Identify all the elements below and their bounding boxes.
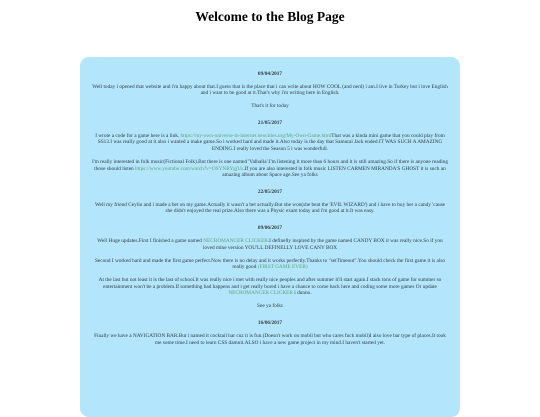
first-game-link[interactable]: (FIRST GAME EVER) xyxy=(257,264,308,271)
post-paragraph xyxy=(92,159,448,179)
post-text: Well Huge updates.First I finished a game named xyxy=(97,237,204,244)
post-text: .I definelly inspired by the game named CANDY BOX it was really nice.So if you loved mine version YOU'LL DEFINELLY LOVE CANY BOX xyxy=(202,237,443,251)
post-paragraph: That's it for today xyxy=(251,103,289,110)
necromancer-clicker-link[interactable]: NECROMANCER CLICKER xyxy=(228,290,293,297)
post-text: I'm really interested in folk music(Fictional Folk).But there is one named 'Valhalla'.I'm listening it more than 6 hours and it is still amazing.So if there is anyone reading those should listen xyxy=(92,159,448,172)
game-link[interactable]: https://my-own-universe-in-internet.neocities.org/My-Own-Game.html xyxy=(180,132,332,139)
youtube-link[interactable]: https://www.youtube.com/watch?v=OSYNRYgjUs xyxy=(135,165,244,172)
post-text: i dunno. xyxy=(292,290,312,297)
post-date: 09/04/2017 xyxy=(257,71,283,77)
post-paragraph: See ya folks xyxy=(257,303,283,310)
blog-panel xyxy=(80,57,460,417)
post-paragraph xyxy=(92,277,448,297)
necromancer-clicker-link[interactable]: NECROMANCER CLICKER xyxy=(203,237,268,244)
post-text: I wrote a code for a game here is a link. xyxy=(95,132,181,139)
post-text: Second I worked hard and made the first game perfect.Now there is no delay and it works perfectly.Thanks to "setTimeout".You should check the first game it is also really good xyxy=(94,257,446,271)
post-text: .If you are also interested in folk music LISTEN CARMEN MIRANDA'S GHOST it is such an amazing album about Space age.See ya folks xyxy=(222,165,446,179)
post-paragraph xyxy=(92,133,448,153)
post-paragraph: Well today i opened that website and i'm happy about that.I guess that is the place that i can write about HOW COOL (and nerd) i am.I live in Turkey but i love English and i want to be good at it.That's why i'm writing here in English. xyxy=(92,83,448,97)
page-title: Welcome to the Blog Page xyxy=(195,9,345,24)
post-date: 21/05/2017 xyxy=(257,120,283,127)
post-paragraph: Finally we have a NAVIGATION BAR.But i named it cocktail bar cuz it is fun.(Doesn't work on mobil but who cares fuck mobil)I also love bar type of places.It took me some time.I need to learn CSS damnit.ALSO i have a new game project in my mind.I haven't started yet. xyxy=(94,333,446,346)
post-text: At the last but not least it is the last of school.It was really nice i met with really nice peoples and after summer it'll start again.I stack tons of game for summer so entertainment won't be a problem.If something bad happens and i get really bored i have a chance to come back here and coding some more games Or update xyxy=(98,277,442,290)
post-date: 09/06/2017 xyxy=(257,225,283,232)
post-paragraph xyxy=(92,238,448,251)
post-text: That was a kinda mini game that you could play from SS13.I was really good at it also i wanted a make game.So i worked hard and made it.Also today is the day that Samurai Jack ended.IT WAS SUCH A AMAZING ENDING.I really loved the Season 5 i was wonderfull. xyxy=(97,132,445,152)
post-paragraph: Well my friend Ceylin and i made a bet on my game.Actually it wasn't a bet actually.But she won(she beat the 'EVIL WIZARD') and i have to buy her a candy 'cause she didn't enjoyed the real prize.Also there was a Physic exam today and i'm good at it.It was easy. xyxy=(94,201,446,215)
post-paragraph xyxy=(92,258,448,271)
post-date: 22/05/2017 xyxy=(257,189,283,196)
post-date: 16/06/2017 xyxy=(257,320,283,327)
